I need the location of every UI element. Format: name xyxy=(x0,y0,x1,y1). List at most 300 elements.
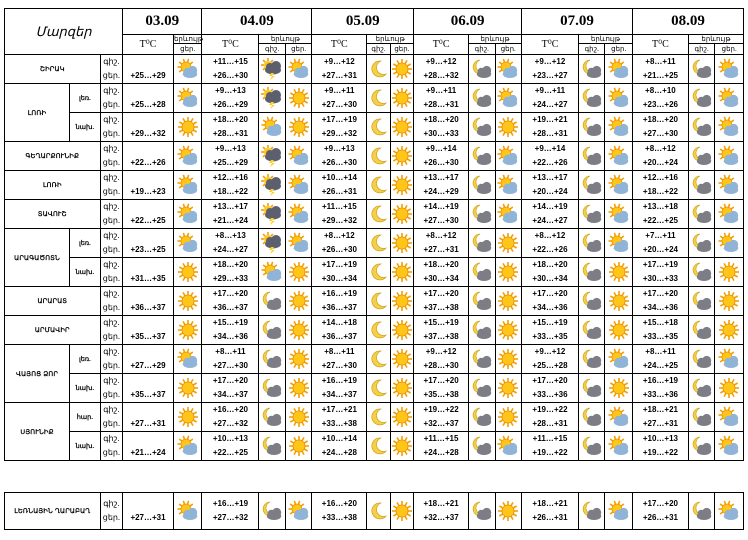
sun-cloud-icon xyxy=(173,55,201,84)
subregion-name: նախ. xyxy=(70,374,101,403)
table-row xyxy=(5,287,744,316)
subregion-name: լեռ. xyxy=(70,229,101,258)
sun-cloud-icon xyxy=(495,200,521,229)
sun-icon xyxy=(390,113,413,142)
subregion-name: հար. xyxy=(70,403,101,432)
sun-icon xyxy=(390,403,413,432)
temperature-cell: +18…+21 +32…+37 xyxy=(414,493,469,530)
moon-cloud-icon xyxy=(578,258,604,287)
region-name: ԱՐԱԳԱԾՈՏՆ xyxy=(5,229,70,287)
sun-cloud-icon xyxy=(285,493,311,530)
sun-icon xyxy=(390,229,413,258)
temperature-cell: +25…+28 xyxy=(123,84,174,113)
moon-cloud-icon xyxy=(688,403,714,432)
sun-icon xyxy=(173,316,201,345)
moon-cloud-icon xyxy=(469,84,495,113)
night-subheader: գիշ. xyxy=(688,44,714,55)
temperature-cell: +17…+20 +37…+38 xyxy=(414,287,469,316)
moon-cloud-icon xyxy=(688,432,714,461)
night-day-label: գիշ. ցեր. xyxy=(100,258,122,287)
sun-cloud-icon xyxy=(605,345,632,374)
sun-icon xyxy=(495,287,521,316)
table-row xyxy=(5,55,744,84)
temperature-cell: +8…+11 +21…+25 xyxy=(632,55,688,84)
temperature-cell: +15…+19 +34…+36 xyxy=(202,316,259,345)
sun-cloud-icon xyxy=(173,432,201,461)
sun-icon xyxy=(495,493,521,530)
temperature-cell: +16…+19 +27…+32 xyxy=(202,493,259,530)
sun-cloud-icon xyxy=(173,345,201,374)
temp-header: T⁰C xyxy=(312,35,367,55)
moon-cloud-icon xyxy=(578,84,604,113)
sun-cloud-icon xyxy=(259,258,285,287)
sun-cloud-icon xyxy=(259,113,285,142)
temperature-cell: +13…+18 +22…+25 xyxy=(632,200,688,229)
temperature-cell: +11…+15 +24…+28 xyxy=(414,432,469,461)
moon-cloud-icon xyxy=(688,229,714,258)
subregion-name: նախ. xyxy=(70,432,101,461)
temperature-cell: +9…+13 +25…+29 xyxy=(202,142,259,171)
moon-icon xyxy=(367,345,390,374)
temperature-cell: +15…+18 +33…+35 xyxy=(632,316,688,345)
moon-icon xyxy=(367,84,390,113)
moon-cloud-icon xyxy=(578,55,604,84)
sun-icon xyxy=(173,287,201,316)
sun-icon xyxy=(605,287,632,316)
moon-cloud-icon xyxy=(688,258,714,287)
moon-cloud-icon xyxy=(688,493,714,530)
temperature-cell: +12…+16 +18…+22 xyxy=(632,171,688,200)
moon-cloud-icon xyxy=(469,403,495,432)
sun-cloud-icon xyxy=(715,200,744,229)
moon-cloud-icon xyxy=(259,316,285,345)
temperature-cell: +17…+20 +26…+31 xyxy=(632,493,688,530)
moon-cloud-icon xyxy=(469,113,495,142)
weather-header: երևույթ xyxy=(367,35,414,44)
sun-cloud-icon xyxy=(605,55,632,84)
regions-header: Մարզեր xyxy=(5,9,123,55)
temperature-cell: +25…+29 xyxy=(123,55,174,84)
temperature-cell: +8…+12 +27…+31 xyxy=(414,229,469,258)
table-row xyxy=(5,142,744,171)
moon-cloud-icon xyxy=(469,258,495,287)
thunder-sun-icon xyxy=(259,84,285,113)
region-name: ԼԵՌՆԱՅԻՆ ՂԱՐԱԲԱՂ xyxy=(5,493,101,530)
temperature-cell: +31…+35 xyxy=(123,258,174,287)
sun-cloud-icon xyxy=(715,55,744,84)
temperature-cell: +9…+14 +22…+26 xyxy=(522,142,579,171)
table-row xyxy=(5,493,744,530)
temperature-cell: +22…+25 xyxy=(123,200,174,229)
moon-cloud-icon xyxy=(578,142,604,171)
moon-cloud-icon xyxy=(578,287,604,316)
temperature-cell: +35…+37 xyxy=(123,316,174,345)
moon-cloud-icon xyxy=(578,316,604,345)
region-name: ԼՈՌԻ xyxy=(5,84,70,142)
night-day-label: գիշ. ցեր. xyxy=(100,345,122,374)
temperature-cell: +13…+17 +24…+29 xyxy=(414,171,469,200)
table-row xyxy=(5,84,744,113)
temperature-cell: +17…+20 +33…+36 xyxy=(522,374,579,403)
moon-cloud-icon xyxy=(578,171,604,200)
sun-icon xyxy=(715,316,744,345)
moon-cloud-icon xyxy=(469,493,495,530)
temperature-cell: +12…+16 +18…+22 xyxy=(202,171,259,200)
sun-cloud-icon xyxy=(173,493,202,530)
temperature-cell: +9…+14 +26…+30 xyxy=(414,142,469,171)
sun-icon xyxy=(715,287,744,316)
day-subheader: ցեր. xyxy=(285,44,311,55)
night-day-label: գիշ. ցեր. xyxy=(100,200,122,229)
moon-cloud-icon xyxy=(259,432,285,461)
moon-icon xyxy=(367,229,390,258)
sun-icon xyxy=(390,200,413,229)
weather-header: երևույթ xyxy=(578,35,632,44)
table-row xyxy=(5,200,744,229)
moon-cloud-icon xyxy=(469,316,495,345)
sun-cloud-icon xyxy=(605,493,632,530)
moon-cloud-icon xyxy=(578,493,604,530)
temperature-cell: +36…+37 xyxy=(123,287,174,316)
temperature-cell: +17…+20 +34…+36 xyxy=(522,287,579,316)
night-day-label: գիշ. ցեր. xyxy=(100,229,122,258)
moon-cloud-icon xyxy=(469,55,495,84)
night-day-label: գիշ. ցեր. xyxy=(100,287,122,316)
sun-icon xyxy=(390,55,413,84)
thunder-sun-icon xyxy=(259,55,285,84)
temperature-cell: +18…+20 +28…+31 xyxy=(202,113,259,142)
moon-cloud-icon xyxy=(259,403,285,432)
temperature-cell: +17…+20 +36…+37 xyxy=(202,287,259,316)
date-header: 03.09 xyxy=(123,9,202,35)
night-day-label: գիշ. ցեր. xyxy=(100,316,122,345)
sun-icon xyxy=(390,432,413,461)
temperature-cell: +9…+11 +28…+31 xyxy=(414,84,469,113)
sun-icon xyxy=(390,142,413,171)
sun-cloud-icon xyxy=(285,142,311,171)
temperature-cell: +19…+21 +28…+31 xyxy=(522,113,579,142)
sun-icon xyxy=(390,171,413,200)
sun-cloud-icon xyxy=(495,432,521,461)
weather-header: երևույթ xyxy=(469,35,522,44)
sun-icon xyxy=(495,345,521,374)
sun-icon xyxy=(285,258,311,287)
night-day-label: գիշ. ցեր. xyxy=(100,142,122,171)
night-subheader: գիշ. xyxy=(578,44,604,55)
region-name: ԳԵՂԱՐՔՈՒՆԻՔ xyxy=(5,142,101,171)
temperature-cell: +27…+31 xyxy=(123,493,174,530)
temperature-cell: +11…+15 +29…+32 xyxy=(312,200,367,229)
day-subheader: ցեր. xyxy=(715,44,744,55)
sun-icon xyxy=(605,258,632,287)
temperature-cell: +14…+19 +27…+30 xyxy=(414,200,469,229)
temperature-cell: +29…+32 xyxy=(123,113,174,142)
moon-cloud-icon xyxy=(469,200,495,229)
day-subheader: ցեր. xyxy=(390,44,413,55)
day-subheader: ցեր. xyxy=(173,44,201,55)
night-day-label: գիշ. ցեր. xyxy=(100,374,122,403)
moon-cloud-icon xyxy=(688,84,714,113)
temperature-cell: +8…+11 +27…+30 xyxy=(202,345,259,374)
region-name: ԱՐԱՐԱՏ xyxy=(5,287,101,316)
sun-icon xyxy=(715,374,744,403)
subregion-name: լեռ. xyxy=(70,345,101,374)
moon-icon xyxy=(367,142,390,171)
sun-cloud-icon xyxy=(173,142,201,171)
moon-icon xyxy=(367,113,390,142)
moon-cloud-icon xyxy=(469,345,495,374)
day-subheader: ցեր. xyxy=(605,44,632,55)
moon-cloud-icon xyxy=(578,403,604,432)
sun-icon xyxy=(285,84,311,113)
temperature-cell: +8…+10 +23…+26 xyxy=(632,84,688,113)
temperature-cell: +27…+31 xyxy=(123,403,174,432)
moon-cloud-icon xyxy=(688,113,714,142)
moon-cloud-icon xyxy=(688,287,714,316)
sun-cloud-icon xyxy=(715,493,744,530)
moon-cloud-icon xyxy=(688,374,714,403)
region-name: ՇԻՐԱԿ xyxy=(5,55,101,84)
date-header: 07.09 xyxy=(522,9,633,35)
night-day-label: գիշ. ցեր. xyxy=(100,403,122,432)
sun-icon xyxy=(390,374,413,403)
weather-header: երևույթ xyxy=(173,35,204,43)
sun-icon xyxy=(390,345,413,374)
region-name: ԼՈՌԻ xyxy=(5,171,101,200)
moon-icon xyxy=(367,316,390,345)
sun-cloud-icon xyxy=(605,142,632,171)
sun-cloud-icon xyxy=(285,55,311,84)
subregion-name: լեռ. xyxy=(70,84,101,113)
temperature-cell: +15…+19 +33…+35 xyxy=(522,316,579,345)
moon-cloud-icon xyxy=(469,432,495,461)
temperature-cell: +18…+20 +30…+33 xyxy=(414,113,469,142)
temperature-cell: +11…+15 +19…+22 xyxy=(522,432,579,461)
sun-icon xyxy=(605,316,632,345)
moon-icon xyxy=(367,493,390,530)
moon-cloud-icon xyxy=(578,113,604,142)
temperature-cell: +8…+12 +22…+26 xyxy=(522,229,579,258)
temperature-cell: +9…+12 +23…+27 xyxy=(522,55,579,84)
temperature-cell: +21…+24 xyxy=(123,432,174,461)
moon-cloud-icon xyxy=(469,142,495,171)
temperature-cell: +17…+19 +30…+33 xyxy=(632,258,688,287)
moon-icon xyxy=(367,200,390,229)
sun-cloud-icon xyxy=(605,113,632,142)
moon-cloud-icon xyxy=(688,316,714,345)
moon-cloud-icon xyxy=(578,345,604,374)
night-day-label: գիշ. ցեր. xyxy=(100,55,122,84)
temperature-cell: +17…+19 +29…+32 xyxy=(312,113,367,142)
temp-header: T⁰C xyxy=(123,35,174,55)
temperature-cell: +8…+11 +27…+30 xyxy=(312,345,367,374)
temperature-cell: +22…+26 xyxy=(123,142,174,171)
thunder-sun-icon xyxy=(259,142,285,171)
temperature-cell: +11…+15 +26…+30 xyxy=(202,55,259,84)
temperature-cell: +18…+20 +30…+34 xyxy=(522,258,579,287)
sun-cloud-icon xyxy=(715,171,744,200)
forecast-table xyxy=(4,8,744,461)
temperature-cell: +10…+14 +24…+28 xyxy=(312,432,367,461)
temperature-cell: +8…+11 +24…+25 xyxy=(632,345,688,374)
table-row xyxy=(5,316,744,345)
temperature-cell: +14…+18 +36…+37 xyxy=(312,316,367,345)
sun-cloud-icon xyxy=(285,171,311,200)
sun-cloud-icon xyxy=(605,200,632,229)
temperature-cell: +15…+19 +37…+38 xyxy=(414,316,469,345)
moon-cloud-icon xyxy=(259,287,285,316)
moon-icon xyxy=(367,374,390,403)
moon-icon xyxy=(367,403,390,432)
thunder-sun-icon xyxy=(259,171,285,200)
temp-header: T⁰C xyxy=(414,35,469,55)
temperature-cell: +19…+22 +28…+31 xyxy=(522,403,579,432)
weather-header: երևույթ xyxy=(688,35,743,44)
moon-cloud-icon xyxy=(688,55,714,84)
sun-cloud-icon xyxy=(173,229,201,258)
sun-icon xyxy=(495,258,521,287)
table-row xyxy=(5,258,744,287)
sun-cloud-icon xyxy=(715,432,744,461)
sun-cloud-icon xyxy=(495,55,521,84)
temperature-cell: +17…+20 +35…+38 xyxy=(414,374,469,403)
temperature-cell: +9…+12 +25…+28 xyxy=(522,345,579,374)
temperature-cell: +17…+20 +34…+36 xyxy=(632,287,688,316)
temperature-cell: +18…+20 +29…+33 xyxy=(202,258,259,287)
temperature-cell: +9…+11 +27…+30 xyxy=(312,84,367,113)
sun-icon xyxy=(390,493,413,530)
sun-icon xyxy=(173,403,201,432)
moon-cloud-icon xyxy=(688,200,714,229)
moon-icon xyxy=(367,287,390,316)
sun-icon xyxy=(285,432,311,461)
date-header: 06.09 xyxy=(414,9,522,35)
moon-icon xyxy=(367,171,390,200)
thunder-sun-icon xyxy=(259,200,285,229)
temperature-cell: +18…+20 +30…+34 xyxy=(414,258,469,287)
temp-header: T⁰C xyxy=(522,35,579,55)
region-name: ՍՅՈՒՆԻՔ xyxy=(5,403,70,461)
sun-icon xyxy=(285,287,311,316)
sun-cloud-icon xyxy=(173,171,201,200)
sun-cloud-icon xyxy=(715,84,744,113)
sun-icon xyxy=(715,258,744,287)
temperature-cell: +16…+20 +27…+32 xyxy=(202,403,259,432)
sun-icon xyxy=(495,229,521,258)
moon-cloud-icon xyxy=(578,229,604,258)
moon-cloud-icon xyxy=(578,374,604,403)
temperature-cell: +13…+17 +21…+24 xyxy=(202,200,259,229)
night-day-label: գիշ. ցեր. xyxy=(100,493,122,530)
sun-cloud-icon xyxy=(605,171,632,200)
day-subheader: ցեր. xyxy=(495,44,521,55)
region-name: ՎԱՅՈՑ ՁՈՐ xyxy=(5,345,70,403)
temperature-cell: +35…+37 xyxy=(123,374,174,403)
temperature-cell: +17…+21 +33…+38 xyxy=(312,403,367,432)
table-row xyxy=(5,345,744,374)
temperature-cell: +19…+23 xyxy=(123,171,174,200)
table-row xyxy=(5,403,744,432)
temperature-cell: +19…+22 +32…+37 xyxy=(414,403,469,432)
temperature-cell: +10…+13 +22…+25 xyxy=(202,432,259,461)
sun-icon xyxy=(495,113,521,142)
sun-icon xyxy=(390,84,413,113)
night-subheader: գիշ. xyxy=(367,44,390,55)
sun-icon xyxy=(285,374,311,403)
moon-cloud-icon xyxy=(259,374,285,403)
temperature-cell: +17…+20 +34…+37 xyxy=(202,374,259,403)
temperature-cell: +8…+12 +20…+24 xyxy=(632,142,688,171)
sun-icon xyxy=(173,258,201,287)
moon-cloud-icon xyxy=(469,374,495,403)
night-subheader: գիշ. xyxy=(259,44,285,55)
moon-cloud-icon xyxy=(578,200,604,229)
moon-cloud-icon xyxy=(688,345,714,374)
night-day-label: գիշ. ցեր. xyxy=(100,171,122,200)
sun-cloud-icon xyxy=(285,229,311,258)
sun-cloud-icon xyxy=(495,171,521,200)
temperature-cell: +9…+12 +28…+30 xyxy=(414,345,469,374)
sun-cloud-icon xyxy=(495,142,521,171)
temperature-cell: +16…+19 +36…+37 xyxy=(312,287,367,316)
thunder-sun-icon xyxy=(259,229,285,258)
moon-cloud-icon xyxy=(469,229,495,258)
table-row xyxy=(5,374,744,403)
sun-cloud-icon xyxy=(495,84,521,113)
temperature-cell: +9…+13 +26…+29 xyxy=(202,84,259,113)
temperature-cell: +7…+11 +20…+24 xyxy=(632,229,688,258)
region-name: ՏԱՎՈՒՇ xyxy=(5,200,101,229)
sun-icon xyxy=(605,374,632,403)
temperature-cell: +16…+19 +34…+37 xyxy=(312,374,367,403)
sun-cloud-icon xyxy=(285,200,311,229)
sun-icon xyxy=(390,316,413,345)
sun-cloud-icon xyxy=(605,403,632,432)
night-day-label: գիշ. ցեր. xyxy=(100,113,122,142)
moon-icon xyxy=(367,432,390,461)
moon-icon xyxy=(367,55,390,84)
temperature-cell: +10…+13 +19…+22 xyxy=(632,432,688,461)
temperature-cell: +27…+29 xyxy=(123,345,174,374)
temperature-cell: +18…+20 +27…+30 xyxy=(632,113,688,142)
temperature-cell: +23…+25 xyxy=(123,229,174,258)
subregion-name: նախ. xyxy=(70,258,101,287)
moon-cloud-icon xyxy=(688,171,714,200)
temperature-cell: +8…+13 +24…+27 xyxy=(202,229,259,258)
sun-cloud-icon xyxy=(605,432,632,461)
moon-cloud-icon xyxy=(578,432,604,461)
night-day-label: գիշ. ցեր. xyxy=(100,84,122,113)
sun-icon xyxy=(285,113,311,142)
temperature-cell: +18…+21 +26…+31 xyxy=(521,493,578,530)
region-name: ԱՐՄԱՎԻՐ xyxy=(5,316,101,345)
date-header: 05.09 xyxy=(312,9,414,35)
sun-icon xyxy=(285,403,311,432)
subregion-name: նախ. xyxy=(70,113,101,142)
moon-cloud-icon xyxy=(259,345,285,374)
sun-icon xyxy=(390,287,413,316)
temperature-cell: +9…+12 +27…+31 xyxy=(312,55,367,84)
temperature-cell: +18…+21 +27…+31 xyxy=(632,403,688,432)
sun-cloud-icon xyxy=(173,200,201,229)
date-header: 04.09 xyxy=(202,9,312,35)
sun-cloud-icon xyxy=(715,345,744,374)
night-subheader: գիշ. xyxy=(469,44,495,55)
temperature-cell: +17…+19 +30…+34 xyxy=(312,258,367,287)
sun-cloud-icon xyxy=(605,229,632,258)
sun-icon xyxy=(285,316,311,345)
sun-cloud-icon xyxy=(715,142,744,171)
